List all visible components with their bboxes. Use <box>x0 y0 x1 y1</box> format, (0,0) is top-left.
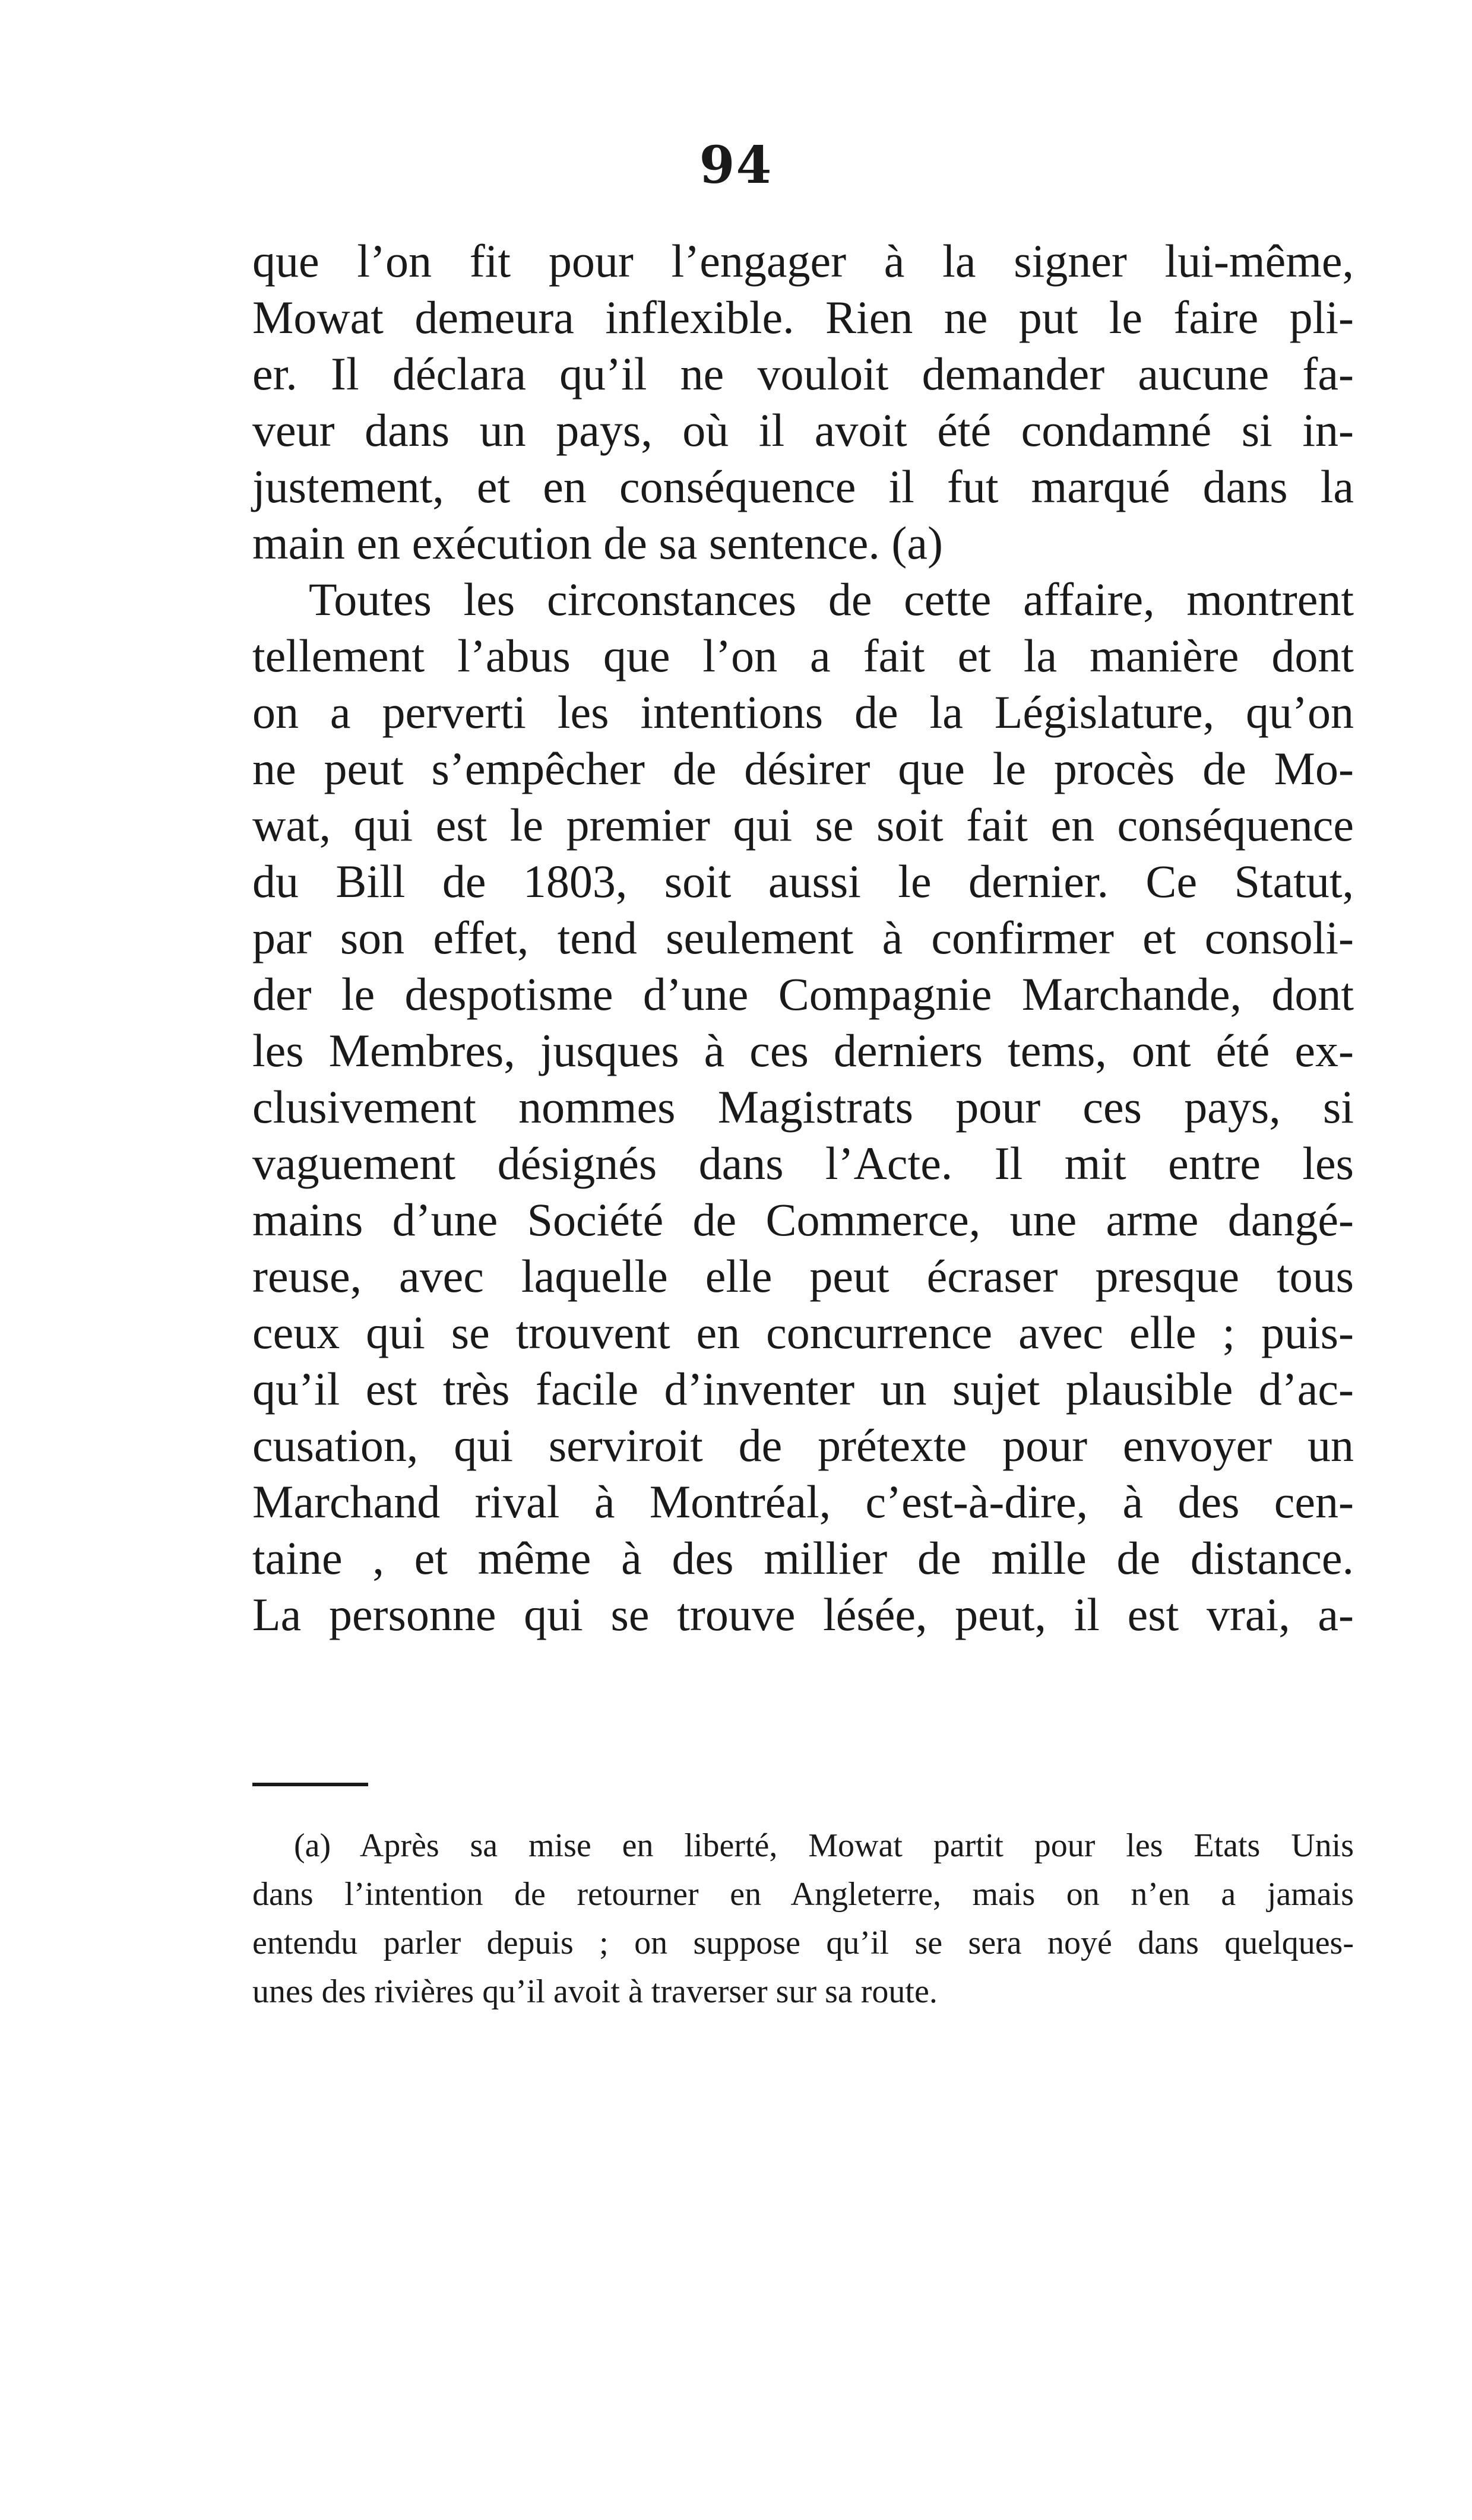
text-line: les Membres, jusques à ces derniers tems, ont été ex- <box>252 1025 1354 1076</box>
text-line: tellement l’abus que l’on a fait et la manière dont <box>252 630 1354 681</box>
text-line: on a perverti les intentions de la Législature, qu’on <box>252 686 1354 738</box>
text-line: Toutes les circonstances de cette affaire, montrent <box>309 573 1354 625</box>
body-text <box>252 233 1354 1643</box>
text-line: La personne qui se trouve lésée, peut, il est vrai, a- <box>252 1589 1354 1640</box>
text-line: veur dans un pays, où il avoit été condamné si in- <box>252 404 1354 456</box>
text-line: er. Il déclara qu’il ne vouloit demander aucune fa- <box>252 348 1354 400</box>
text-line: ceux qui se trouvent en concurrence avec elle ; puis- <box>252 1307 1354 1358</box>
text-line: par son effet, tend seulement à confirmer et consoli- <box>252 912 1354 963</box>
footnote-line: unes des rivières qu’il avoit à traverser sur sa route. <box>252 1973 938 2010</box>
text-line: cusation, qui serviroit de prétexte pour envoyer un <box>252 1419 1354 1471</box>
text-line: clusivement nommes Magistrats pour ces pays, si <box>252 1081 1354 1133</box>
page-number: 94 <box>699 135 773 195</box>
text-line: Mowat demeura inflexible. Rien ne put le faire pli- <box>252 291 1354 343</box>
text-line: wat, qui est le premier qui se soit fait en conséquence <box>252 799 1354 851</box>
text-line: ne peut s’empêcher de désirer que le procès de Mo- <box>252 743 1354 794</box>
footnote-line: (a) Après sa mise en liberté, Mowat partit pour les Etats Unis <box>294 1827 1354 1864</box>
footnote-line: entendu parler depuis ; on suppose qu’il se sera noyé dans quelques- <box>252 1925 1354 1961</box>
text-line: taine , et même à des millier de mille de distance. <box>252 1532 1354 1584</box>
text-line: du Bill de 1803, soit aussi le dernier. Ce Statut, <box>252 855 1354 907</box>
text-line: que l’on fit pour l’engager à la signer lui-même, <box>252 235 1354 287</box>
footnote <box>252 1821 1354 2016</box>
text-line: qu’il est très facile d’inventer un sujet plausible d’ac- <box>252 1363 1354 1415</box>
text-line: der le despotisme d’une Compagnie Marchande, dont <box>252 968 1354 1020</box>
text-line: justement, et en conséquence il fut marqué dans la <box>252 461 1354 512</box>
text-line: vaguement désignés dans l’Acte. Il mit entre les <box>252 1137 1354 1189</box>
text-line: main en exécution de sa sentence. (a) <box>252 517 943 569</box>
text-line: reuse, avec laquelle elle peut écraser presque tous <box>252 1250 1354 1302</box>
text-line: Marchand rival à Montréal, c’est-à-dire, à des cen- <box>252 1476 1354 1527</box>
footnote-line: dans l’intention de retourner en Angleterre, mais on n’en a jamais <box>252 1876 1354 1913</box>
text-line: mains d’une Société de Commerce, une arme dangé- <box>252 1194 1354 1245</box>
footnote-separator <box>252 1783 368 1786</box>
